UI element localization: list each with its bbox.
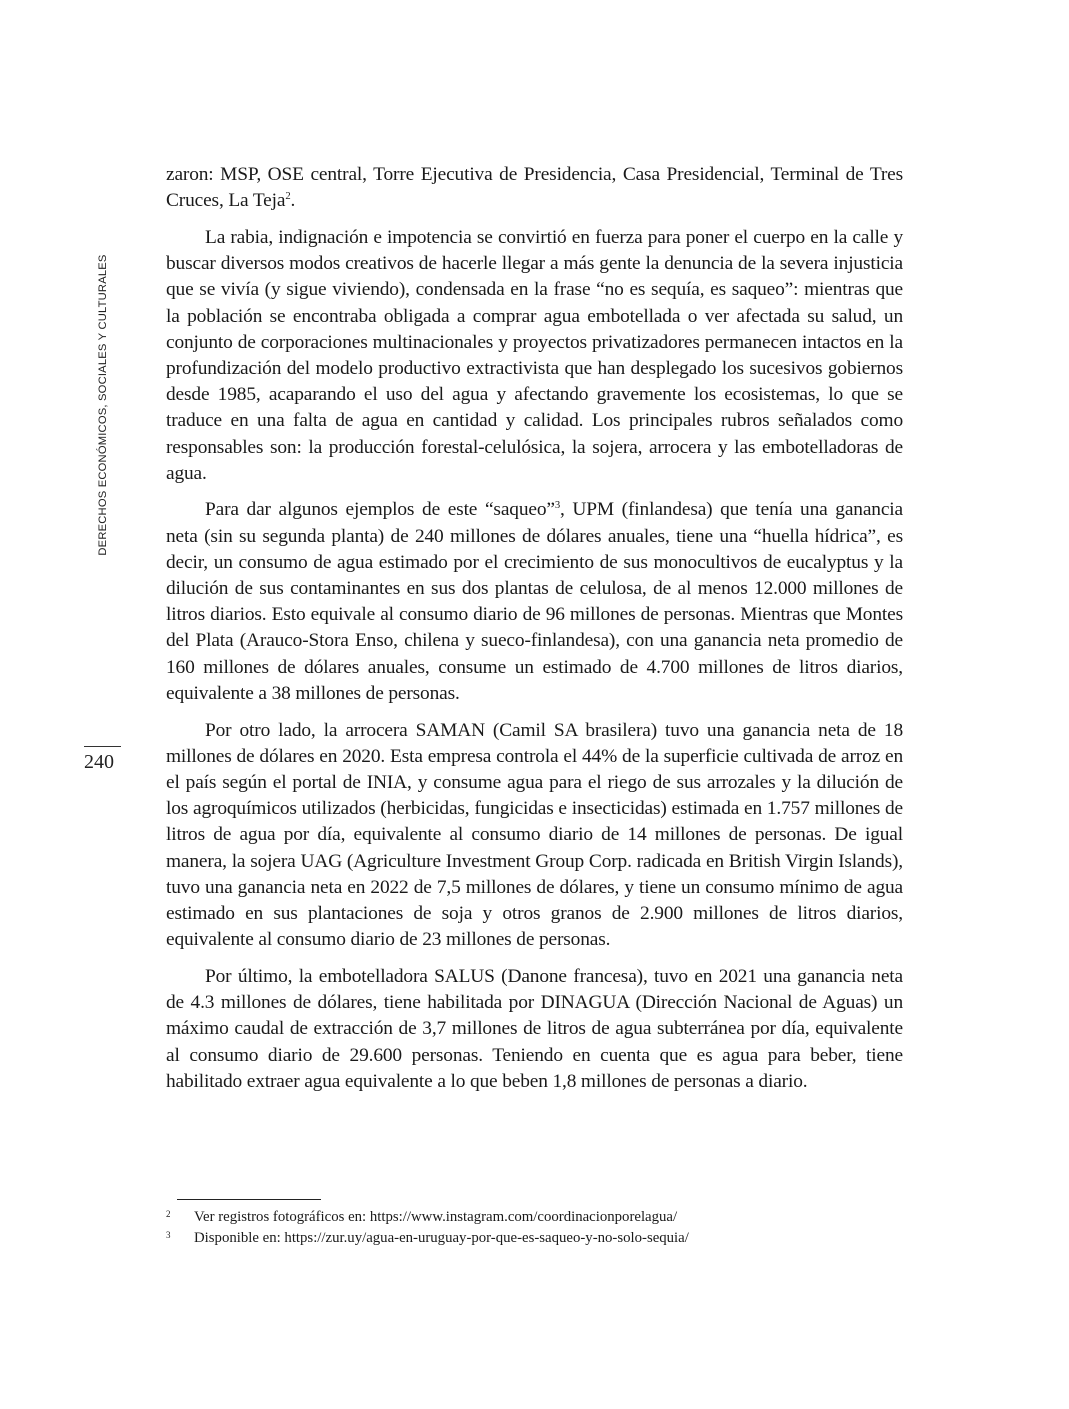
paragraph-3-lead: Para dar algunos ejemplos de este “saqueo” <box>205 499 555 521</box>
footnotes <box>166 1207 903 1249</box>
paragraph-2: La rabia, indignación e impotencia se convirtió en fuerza para poner el cuerpo en la calle y buscar diversos modos creativos de hacerle llegar a más gente la denuncia de la severa injusticia que se vivía (y sigue viviendo), condensada en la frase “no es sequía, es saqueo”: mientras que la población se encontraba obligada a comprar agua embotellada o ver afectada su salud, un conjunto de corporaciones multinacionales y proyectos privatizadores permanecen intactos en la profundización del modelo productivo extractivista que han desplegado los sucesivos gobiernos desde 1985, acaparando el uso del agua y afectando gravemente los ecosistemas, lo que se traduce en una falta de agua en cantidad y calidad. Los principales rubros señalados como responsables son: la producción forestal-celulósica, la sojera, arrocera y las embotelladoras de agua. <box>166 226 903 484</box>
paragraph-1-tail: . <box>290 190 296 212</box>
footnote-text[interactable]: Disponible en: https://zur.uy/agua-en-uruguay-por-que-es-saqueo-y-no-solo-sequia/ <box>194 1230 689 1246</box>
footnote-ref-3[interactable]: 3 <box>554 499 561 512</box>
paragraph-4: Por otro lado, la arrocera SAMAN (Camil SA brasilera) tuvo una ganancia neta de 18 millones de dólares en 2020. Esta empresa controla el 44% de la superficie cultivada de arroz en el país según el portal de INIA, y consume agua para el riego de sus arrozales y la dilución de los agroquímicos utilizados (herbicidas, fungicidas e insecticidas) estimada en 1.757 millones de litros de agua por día, equivalente al consumo diario de 14 millones de personas. De igual manera, la sojera UAG (Agriculture Investment Group Corp. radicada en British Virgin Islands), tuvo una ganancia neta en 2022 de 7,5 millones de dólares, y tiene un consumo mínimo de agua estimado en sus plantaciones de soja y otros granos de 2.900 millones de litros diarios, equivalente al consumo diario de 23 millones de personas. <box>166 719 903 951</box>
footnote-3 <box>166 1228 903 1249</box>
footnote-ref-2[interactable]: 2 <box>285 190 291 203</box>
footnote-separator <box>177 1199 321 1200</box>
footnote-2 <box>166 1207 903 1228</box>
paragraph-1 <box>166 162 903 214</box>
paragraph-1-text: zaron: MSP, OSE central, Torre Ejecutiva de Presidencia, Casa Presidencial, Terminal de Tres Cruces, La Teja <box>166 164 903 212</box>
paragraph-5: Por último, la embotelladora SALUS (Danone francesa), tuvo en 2021 una ganancia neta de 4.3 millones de dólares, tiene habilitada por DINAGUA (Dirección Nacional de Aguas) un máximo caudal de extracción de 3,7 millones de litros de agua subterránea por día, equivalente al consumo diario de 29.600 personas. Teniendo en cuenta que es agua para beber, tiene habilitado extraer agua equivalente a lo que beben 1,8 millones de personas a diario. <box>166 965 903 1092</box>
page-number-rule <box>84 746 121 747</box>
footnote-text[interactable]: Ver registros fotográficos en: https://www.instagram.com/coordinacionporelagua/ <box>194 1209 678 1225</box>
paragraph-3-rest: , UPM (finlandesa) que tenía una ganancia neta (sin su segunda planta) de 240 millones de dólares anuales, tiene una “huella hídrica”, es decir, un consumo de agua estimado por el crecimiento de sus monocultivos de eucalyptus y la dilución de sus contaminantes en sus dos plantas de celulosa, de al menos 12.000 millones de litros diarios. Esto equivale al consumo diario de 96 millones de personas. Mientras que Montes del Plata (Arauco-Stora Enso, chilena y sueco-finlandesa), con una ganancia neta promedio de 160 millones de dólares anuales, consume un estimado de 4.700 millones de litros diarios, equivalente a 38 millones de personas. <box>166 499 903 704</box>
body-text <box>166 162 903 1105</box>
page-number: 240 <box>84 751 114 773</box>
footnote-number: 2 <box>166 1209 171 1219</box>
paragraph-3 <box>166 497 903 707</box>
footnote-number: 3 <box>166 1230 171 1240</box>
running-header: DERECHOS ECONÓMICOS, SOCIALES Y CULTURALES <box>97 254 109 556</box>
